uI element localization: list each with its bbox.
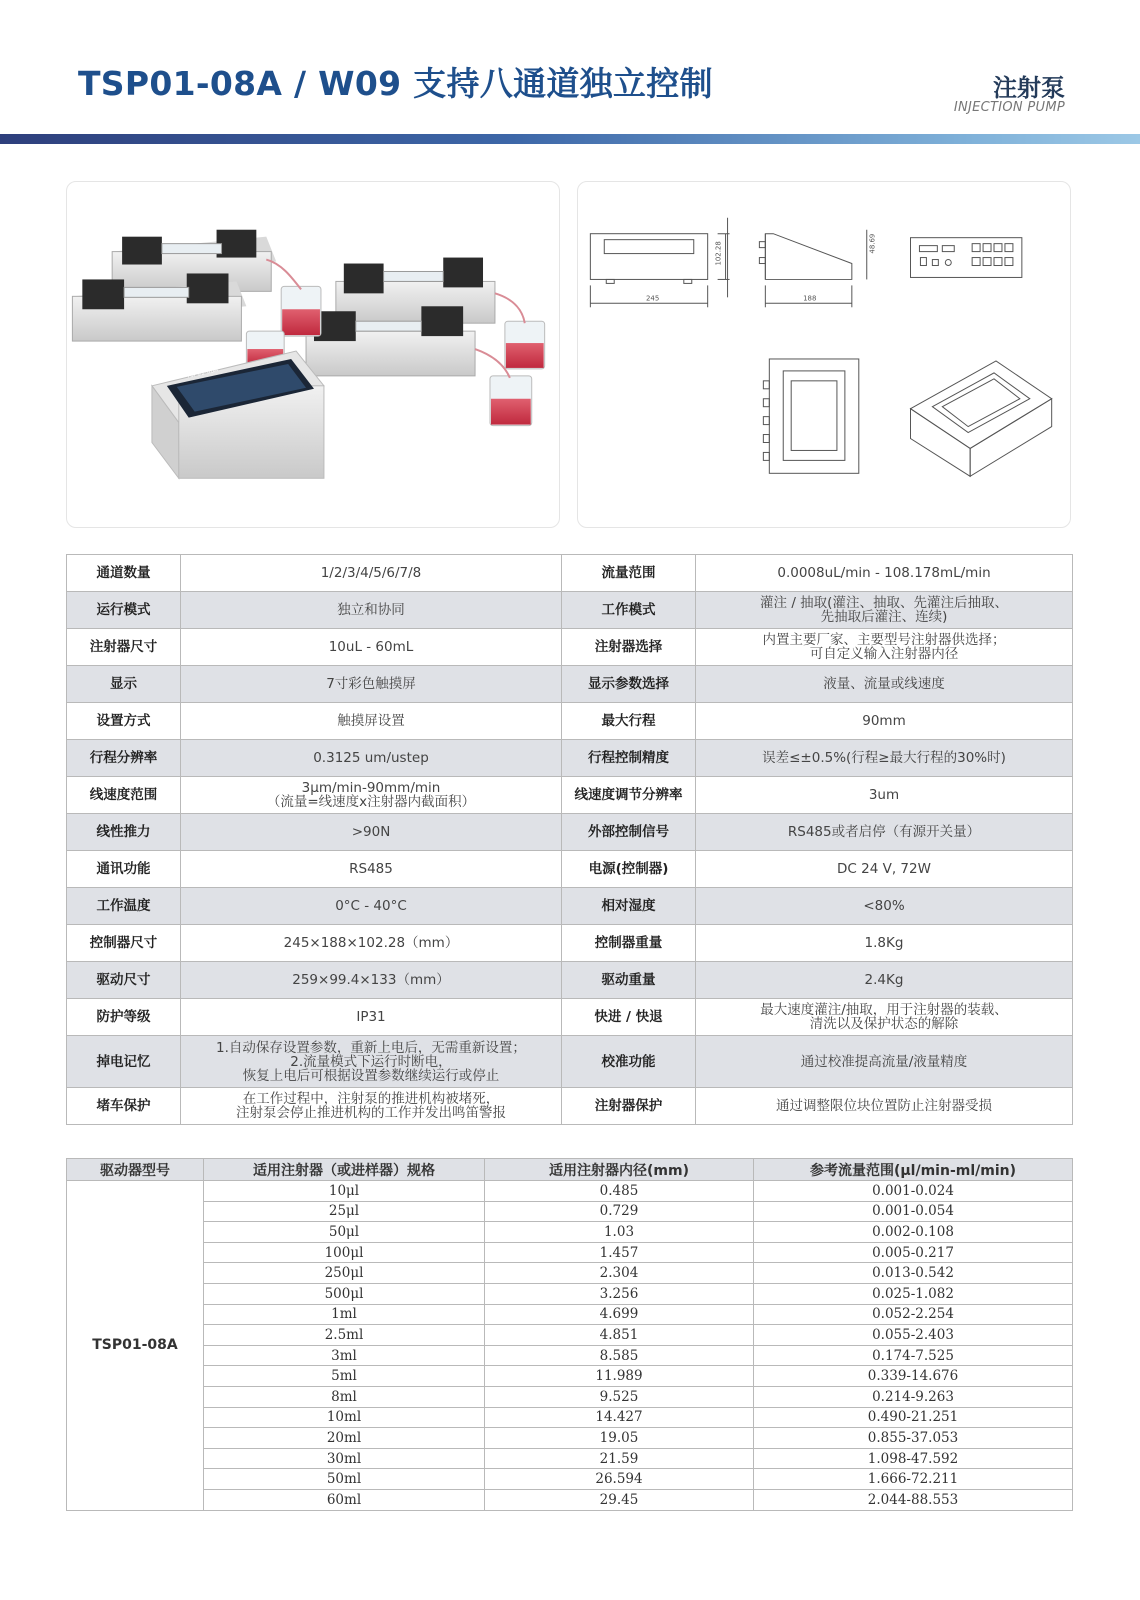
spec-value: 1.自动保存设置参数，重新上电后，无需重新设置； 2.流量模式下运行时断电， 恢复上电后可根据设置参数继续运行或停止 <box>181 1036 562 1088</box>
spec-value: 触摸屏设置 <box>181 703 562 740</box>
table-row <box>67 1304 1073 1325</box>
spec-value: RS485或者启停（有源开关量） <box>696 814 1073 851</box>
table-row <box>67 1345 1073 1366</box>
spec-row <box>67 777 1073 814</box>
table-row <box>67 1448 1073 1469</box>
table-row <box>67 1263 1073 1284</box>
table-row <box>67 1489 1073 1510</box>
inner-diameter-cell: 2.304 <box>485 1263 754 1284</box>
spec-key: 电源(控制器) <box>562 851 696 888</box>
inner-diameter-cell: 11.989 <box>485 1366 754 1387</box>
spec-value: 最大速度灌注/抽取，用于注射器的装载、 清洗以及保护状态的解除 <box>696 999 1073 1036</box>
table-row <box>67 1325 1073 1346</box>
syringe-table <box>66 1158 1073 1511</box>
spec-key: 驱动尺寸 <box>67 962 181 999</box>
inner-diameter-cell: 14.427 <box>485 1407 754 1428</box>
spec-value: DC 24 V, 72W <box>696 851 1073 888</box>
spec-value: 0.0008uL/min - 108.178mL/min <box>696 555 1073 592</box>
beaker <box>505 321 545 369</box>
flow-range-cell: 0.339-14.676 <box>754 1366 1073 1387</box>
spec-value: 通过校准提高流量/液量精度 <box>696 1036 1073 1088</box>
isometric-view-drawing <box>910 361 1051 476</box>
inner-diameter-cell: 4.699 <box>485 1304 754 1325</box>
spec-value: 在工作过程中，注射泵的推进机构被堵死， 注射泵会停止推进机构的工作并发出鸣笛警报 <box>181 1088 562 1125</box>
dimension-drawings <box>578 182 1070 527</box>
spec-value: 误差≤±0.5%(行程≥最大行程的30%时) <box>696 740 1073 777</box>
table-header-row <box>67 1159 1073 1181</box>
flow-range-cell: 0.005-0.217 <box>754 1242 1073 1263</box>
table-row <box>67 1428 1073 1449</box>
flow-range-cell: 0.001-0.054 <box>754 1201 1073 1222</box>
flow-range-cell: 0.855-37.053 <box>754 1428 1073 1449</box>
spec-key: 线速度调节分辨率 <box>562 777 696 814</box>
spec-row <box>67 740 1073 777</box>
flow-range-cell: 1.666-72.211 <box>754 1469 1073 1490</box>
dimension-label: 245 <box>646 294 660 303</box>
spec-cell: 5ml <box>204 1366 485 1387</box>
spec-value: 90mm <box>696 703 1073 740</box>
flow-range-cell: 0.013-0.542 <box>754 1263 1073 1284</box>
spec-cell: 50ml <box>204 1469 485 1490</box>
inner-diameter-cell: 8.585 <box>485 1345 754 1366</box>
category-label: 注射泵 <box>993 74 1065 102</box>
column-header: 参考流量范围(μl/min-ml/min) <box>754 1159 1073 1181</box>
spec-row <box>67 925 1073 962</box>
spec-row <box>67 814 1073 851</box>
table-row <box>67 1181 1073 1202</box>
table-row <box>67 1283 1073 1304</box>
spec-value: 10uL - 60mL <box>181 629 562 666</box>
column-header: 适用注射器（或进样器）规格 <box>204 1159 485 1181</box>
flow-range-cell: 0.002-0.108 <box>754 1222 1073 1243</box>
spec-row <box>67 999 1073 1036</box>
spec-row <box>67 1088 1073 1125</box>
spec-cell: 250μl <box>204 1263 485 1284</box>
page-title: TSP01-08A / W09 支持八通道独立控制 <box>78 64 713 103</box>
spec-key: 掉电记忆 <box>67 1036 181 1088</box>
spec-value: IP31 <box>181 999 562 1036</box>
dimension-label: 188 <box>803 294 817 303</box>
spec-row <box>67 555 1073 592</box>
spec-value: 7寸彩色触摸屏 <box>181 666 562 703</box>
flow-range-cell: 0.174-7.525 <box>754 1345 1073 1366</box>
spec-key: 行程控制精度 <box>562 740 696 777</box>
spec-cell: 30ml <box>204 1448 485 1469</box>
spec-key: 通道数量 <box>67 555 181 592</box>
column-header: 适用注射器内径(mm) <box>485 1159 754 1181</box>
model-cell: TSP01-08A <box>67 1181 204 1511</box>
spec-value: 2.4Kg <box>696 962 1073 999</box>
spec-key: 驱动重量 <box>562 962 696 999</box>
spec-value: RS485 <box>181 851 562 888</box>
spec-key: 防护等级 <box>67 999 181 1036</box>
spec-value: 1/2/3/4/5/6/7/8 <box>181 555 562 592</box>
flow-range-cell: 0.490-21.251 <box>754 1407 1073 1428</box>
spec-value: >90N <box>181 814 562 851</box>
spec-key: 注射器选择 <box>562 629 696 666</box>
spec-key: 外部控制信号 <box>562 814 696 851</box>
spec-row <box>67 666 1073 703</box>
spec-cell: 2.5ml <box>204 1325 485 1346</box>
inner-diameter-cell: 29.45 <box>485 1489 754 1510</box>
spec-value: 灌注 / 抽取(灌注、抽取、先灌注后抽取、 先抽取后灌注、连续) <box>696 592 1073 629</box>
dimension-drawing-panel <box>577 181 1071 528</box>
flow-range-cell: 0.001-0.024 <box>754 1181 1073 1202</box>
spec-value: 3μm/min-90mm/min （流量=线速度x注射器内截面积） <box>181 777 562 814</box>
spec-row <box>67 1036 1073 1088</box>
spec-cell: 100μl <box>204 1242 485 1263</box>
spec-key: 注射器保护 <box>562 1088 696 1125</box>
spec-key: 校准功能 <box>562 1036 696 1088</box>
spec-row <box>67 888 1073 925</box>
table-row <box>67 1386 1073 1407</box>
top-view-drawing <box>763 359 858 473</box>
controller-device <box>152 351 324 478</box>
inner-diameter-cell: 3.256 <box>485 1283 754 1304</box>
spec-row <box>67 703 1073 740</box>
spec-key: 通讯功能 <box>67 851 181 888</box>
spec-cell: 60ml <box>204 1489 485 1510</box>
inner-diameter-cell: 0.729 <box>485 1201 754 1222</box>
spec-key: 设置方式 <box>67 703 181 740</box>
spec-value: <80% <box>696 888 1073 925</box>
spec-key: 相对湿度 <box>562 888 696 925</box>
table-row <box>67 1242 1073 1263</box>
spec-value: 内置主要厂家、主要型号注射器供选择； 可自定义输入注射器内径 <box>696 629 1073 666</box>
spec-table <box>66 554 1073 1125</box>
inner-diameter-cell: 1.457 <box>485 1242 754 1263</box>
inner-diameter-cell: 4.851 <box>485 1325 754 1346</box>
inner-diameter-cell: 9.525 <box>485 1386 754 1407</box>
table-row <box>67 1407 1073 1428</box>
spec-key: 控制器重量 <box>562 925 696 962</box>
spec-cell: 1ml <box>204 1304 485 1325</box>
inner-diameter-cell: 1.03 <box>485 1222 754 1243</box>
table-row <box>67 1222 1073 1243</box>
inner-diameter-cell: 26.594 <box>485 1469 754 1490</box>
dimension-label: 102.28 <box>714 241 723 266</box>
spec-key: 显示 <box>67 666 181 703</box>
inner-diameter-cell: 19.05 <box>485 1428 754 1449</box>
inner-diameter-cell: 0.485 <box>485 1181 754 1202</box>
controller-screen-label: TSP01-08A <box>185 366 219 380</box>
spec-key: 行程分辨率 <box>67 740 181 777</box>
product-illustration <box>67 182 559 527</box>
table-row <box>67 1366 1073 1387</box>
spec-row <box>67 629 1073 666</box>
spec-key: 运行模式 <box>67 592 181 629</box>
table-row <box>67 1201 1073 1222</box>
inner-diameter-cell: 21.59 <box>485 1448 754 1469</box>
spec-key: 显示参数选择 <box>562 666 696 703</box>
flow-range-cell: 1.098-47.592 <box>754 1448 1073 1469</box>
spec-value: 液量、流量或线速度 <box>696 666 1073 703</box>
spec-value: 259×99.4×133（mm） <box>181 962 562 999</box>
flow-range-cell: 0.214-9.263 <box>754 1386 1073 1407</box>
spec-cell: 3ml <box>204 1345 485 1366</box>
spec-cell: 25μl <box>204 1201 485 1222</box>
beaker <box>490 376 532 426</box>
spec-value: 245×188×102.28（mm） <box>181 925 562 962</box>
table-row <box>67 1469 1073 1490</box>
header-gradient-bar <box>0 134 1140 144</box>
column-header: 驱动器型号 <box>67 1159 204 1181</box>
flow-range-cell: 0.052-2.254 <box>754 1304 1073 1325</box>
spec-key: 线速度范围 <box>67 777 181 814</box>
category-label-en: INJECTION PUMP <box>953 100 1065 115</box>
dimension-label: 48.69 <box>868 233 877 254</box>
spec-cell: 50μl <box>204 1222 485 1243</box>
spec-value: 通过调整限位块位置防止注射器受损 <box>696 1088 1073 1125</box>
spec-row <box>67 851 1073 888</box>
page-header <box>0 0 1140 140</box>
product-photo-panel <box>66 181 560 528</box>
spec-key: 线性推力 <box>67 814 181 851</box>
spec-key: 注射器尺寸 <box>67 629 181 666</box>
spec-row <box>67 962 1073 999</box>
spec-key: 流量范围 <box>562 555 696 592</box>
spec-value: 独立和协同 <box>181 592 562 629</box>
flow-range-cell: 2.044-88.553 <box>754 1489 1073 1510</box>
syringe-pump-unit <box>336 258 495 324</box>
spec-key: 堵车保护 <box>67 1088 181 1125</box>
spec-key: 工作模式 <box>562 592 696 629</box>
spec-cell: 8ml <box>204 1386 485 1407</box>
spec-row <box>67 592 1073 629</box>
flow-range-cell: 0.055-2.403 <box>754 1325 1073 1346</box>
spec-cell: 10μl <box>204 1181 485 1202</box>
spec-cell: 10ml <box>204 1407 485 1428</box>
spec-key: 最大行程 <box>562 703 696 740</box>
spec-key: 控制器尺寸 <box>67 925 181 962</box>
front-view-drawing <box>590 218 729 307</box>
rear-view-drawing <box>910 238 1021 278</box>
spec-value: 0°C - 40°C <box>181 888 562 925</box>
spec-cell: 20ml <box>204 1428 485 1449</box>
spec-key: 工作温度 <box>67 888 181 925</box>
beaker <box>281 286 321 336</box>
flow-range-cell: 0.025-1.082 <box>754 1283 1073 1304</box>
spec-value: 3um <box>696 777 1073 814</box>
spec-cell: 500μl <box>204 1283 485 1304</box>
spec-value: 0.3125 um/ustep <box>181 740 562 777</box>
spec-value: 1.8Kg <box>696 925 1073 962</box>
spec-key: 快进 / 快退 <box>562 999 696 1036</box>
